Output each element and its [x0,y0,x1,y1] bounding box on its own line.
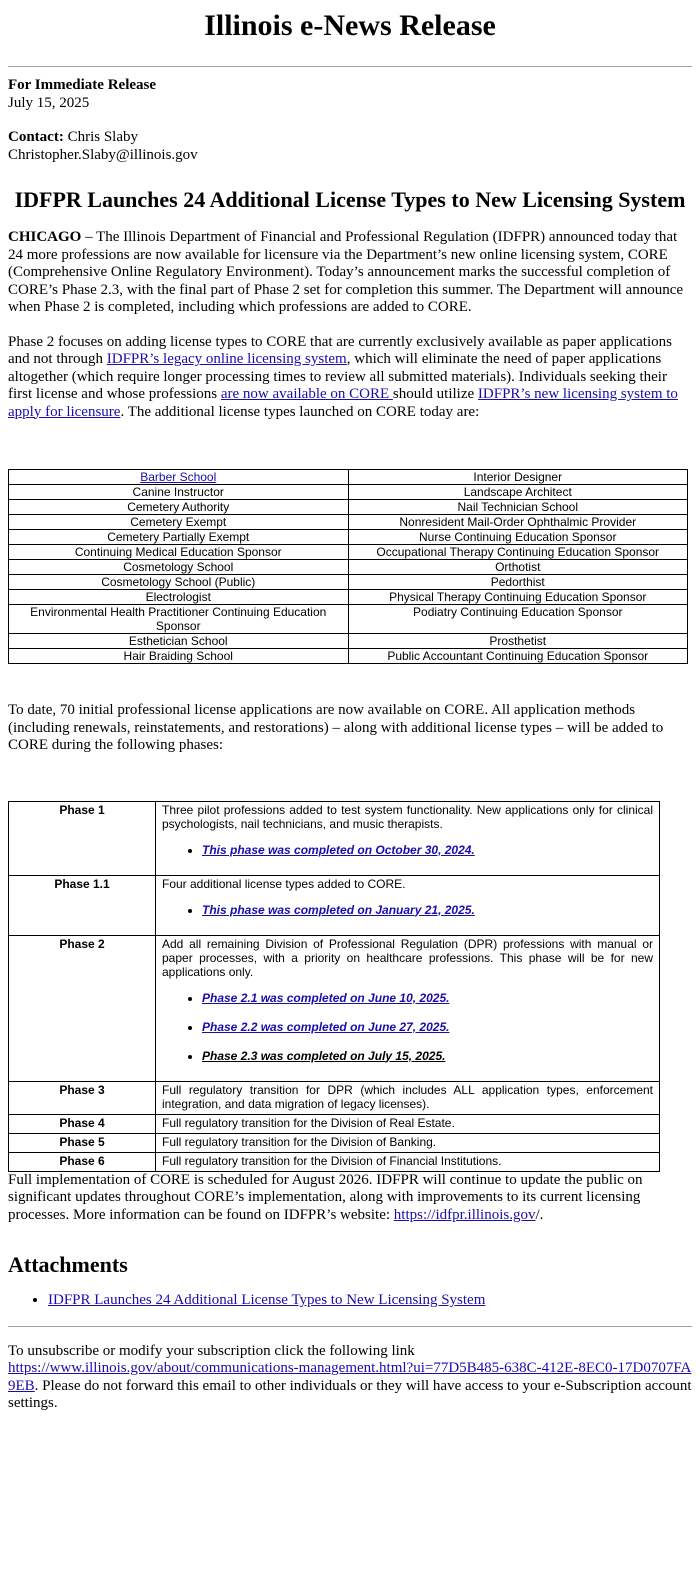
phase-desc-text: Full regulatory transition for the Division of Real Estate. [162,1115,455,1130]
attachment-item [48,1292,692,1310]
table-row [9,590,688,605]
table-row [9,575,688,590]
contact-email: Christopher.Slaby@illinois.gov [8,146,198,163]
release-info [8,77,692,164]
phase-description [156,801,660,875]
table-row [9,649,688,664]
table-cell: Occupational Therapy Continuing Education Sponsor [348,545,688,560]
unsubscribe-text: To unsubscribe or modify your subscription click the following link [8,1342,415,1359]
phase-description [156,935,660,1081]
phases-table [8,801,660,1172]
closing-paragraph [8,1172,692,1225]
phase-completion-link[interactable]: Phase 2.1 was completed on June 10, 2025. [202,990,450,1005]
phase-name: Phase 5 [9,1133,156,1152]
divider [8,1326,692,1327]
closing-tail: /. [535,1206,544,1223]
table-cell: Cemetery Partially Exempt [9,530,349,545]
table-row [9,470,688,485]
table-row [9,634,688,649]
table-cell: Public Accountant Continuing Education Sponsor [348,649,688,664]
phase-desc-text: Add all remaining Division of Professional Regulation (DPR) professions with manual or paper processes, with a priority on healthcare professions. This phase will be for new applications only. [162,936,653,979]
barber-school-link[interactable]: Barber School [140,470,217,484]
attachments-list [8,1292,692,1310]
footer-tail: . Please do not forward this email to other individuals or they will have access to your e-Subscription account settings. [8,1377,692,1411]
contact-name: Chris Slaby [63,129,139,145]
release-date: July 15, 2025 [8,94,90,111]
table-cell: Continuing Medical Education Sponsor [9,545,349,560]
table-cell: Canine Instructor [9,485,349,500]
table-cell: Nurse Continuing Education Sponsor [348,530,688,545]
phase-bullet [202,1020,653,1034]
table-cell: Nail Technician School [348,500,688,515]
intro-paragraph [8,229,692,317]
phase-description [156,1152,660,1171]
phase-row [9,801,660,875]
phase-name: Phase 3 [9,1081,156,1114]
table-cell [9,470,349,485]
phase-desc-text: Full regulatory transition for the Division of Financial Institutions. [162,1153,502,1168]
dateline: CHICAGO [8,229,82,245]
phase-description [156,875,660,935]
table-row [9,500,688,515]
table-cell: Physical Therapy Continuing Education Sponsor [348,590,688,605]
table-cell: Nonresident Mail-Order Ophthalmic Provider [348,515,688,530]
phase-bullet [202,991,653,1005]
table-row [9,545,688,560]
phase-completion-link[interactable]: Phase 2.2 was completed on June 27, 2025. [202,1019,450,1034]
available-on-core-link[interactable]: are now available on CORE [220,386,393,402]
phase2-text-1: Phase 2 focuses on adding license types to CORE that are currently exclusively available as paper applications and not through [8,333,672,367]
license-types-table [8,469,688,664]
divider [8,66,692,67]
phase-desc-text: Three pilot professions added to test system functionality. New applications only for clinical psychologists, nail technicians, and music therapists. [162,802,653,831]
phase-bullet [202,843,653,857]
table-cell: Cemetery Exempt [9,515,349,530]
table-cell: Orthotist [348,560,688,575]
headline: IDFPR Launches 24 Additional License Types to New Licensing System [14,187,686,212]
contact-label: Contact: [8,129,64,145]
phase-name: Phase 2 [9,935,156,1081]
phase-desc-text: Four additional license types added to CORE. [162,876,406,891]
phase-description [156,1133,660,1152]
table-row [9,605,688,634]
table-cell: Cemetery Authority [9,500,349,515]
table-cell: Interior Designer [348,470,688,485]
table-cell: Esthetician School [9,634,349,649]
table-row [9,560,688,575]
closing-text: Full implementation of CORE is scheduled for August 2026. IDFPR will continue to update the public on significant updates throughout CORE’s implementation, along with improvements to its current licensing processes. More information can be found on IDFPR’s website: [8,1171,643,1223]
unsubscribe-link[interactable]: https://www.illinois.gov/about/communications-management.html?ui=77D5B485-638C-412E-8EC0-17D0707FA9EB [8,1360,692,1394]
phase2-text-2: , which will eliminate the need of paper applications altogether (which require longer processing times to review all submitted materials). Individuals seeking their first license and whose professions [8,351,667,402]
phase-bullets [162,991,653,1063]
attachment-link[interactable]: IDFPR Launches 24 Additional License Types to New Licensing System [48,1292,486,1308]
table-cell: Environmental Health Practitioner Continuing Education Sponsor [9,605,349,634]
phase-completion-text: Phase 2.3 was completed on July 15, 2025. [202,1048,446,1063]
attachments-heading: Attachments [8,1252,128,1277]
phase-bullets [162,903,653,917]
phase-description [156,1114,660,1133]
phase-row [9,1133,660,1152]
phase2-text-4: . The additional license types launched on CORE today are: [120,403,480,420]
idfpr-website-link[interactable]: https://idfpr.illinois.gov [393,1206,536,1223]
phase-completion-link[interactable]: This phase was completed on January 21, 2025. [202,902,475,917]
phase-name: Phase 1 [9,801,156,875]
phase2-text-3: should utilize [392,386,478,402]
phase-bullet [202,1049,653,1063]
phase2-paragraph [8,334,692,422]
phase-desc-text: Full regulatory transition for DPR (which includes ALL application types, enforcement integration, and data migration of legacy licenses). [162,1082,653,1111]
phase-row [9,935,660,1081]
phase-bullet [202,903,653,917]
page-title: Illinois e-News Release [204,9,496,42]
table-row [9,485,688,500]
table-cell: Hair Braiding School [9,649,349,664]
phase-description [156,1081,660,1114]
phase-row [9,1152,660,1171]
phase-row [9,1114,660,1133]
legacy-system-link[interactable]: IDFPR’s legacy online licensing system [106,351,347,367]
table-cell: Cosmetology School (Public) [9,575,349,590]
new-licensing-system-link[interactable]: IDFPR’s new licensing system to apply for licensure [8,386,678,420]
phase-bullets [162,843,653,857]
phase-completion-link[interactable]: This phase was completed on October 30, 2024. [202,842,475,857]
table-cell: Landscape Architect [348,485,688,500]
table-row [9,530,688,545]
todate-paragraph: To date, 70 initial professional license applications are now available on CORE. All application methods (including renewals, reinstatements, and restorations) – along with additional license types – will be added to CORE during the following phases: [8,702,664,753]
footer [8,1343,692,1413]
phase-name: Phase 4 [9,1114,156,1133]
phase-desc-text: Full regulatory transition for the Division of Banking. [162,1134,437,1149]
phase-name: Phase 1.1 [9,875,156,935]
phase-row [9,875,660,935]
table-row [9,515,688,530]
table-cell: Pedorthist [348,575,688,590]
table-cell: Podiatry Continuing Education Sponsor [348,605,688,634]
table-cell: Prosthetist [348,634,688,649]
phase-name: Phase 6 [9,1152,156,1171]
release-label: For Immediate Release [8,77,157,93]
intro-text: – The Illinois Department of Financial and Professional Regulation (IDFPR) announced today that 24 more professions are now available for licensure via the Department’s new online licensing system, CORE (Comprehensive Online Regulatory Environment). Today’s announcement marks the successful completion of CORE’s Phase 2.3, with the final part of Phase 2 set for completion this summer. The Department will announce when Phase 2 is completed, including which professions are added to CORE. [8,229,684,315]
table-cell: Cosmetology School [9,560,349,575]
phase-row [9,1081,660,1114]
table-cell: Electrologist [9,590,349,605]
